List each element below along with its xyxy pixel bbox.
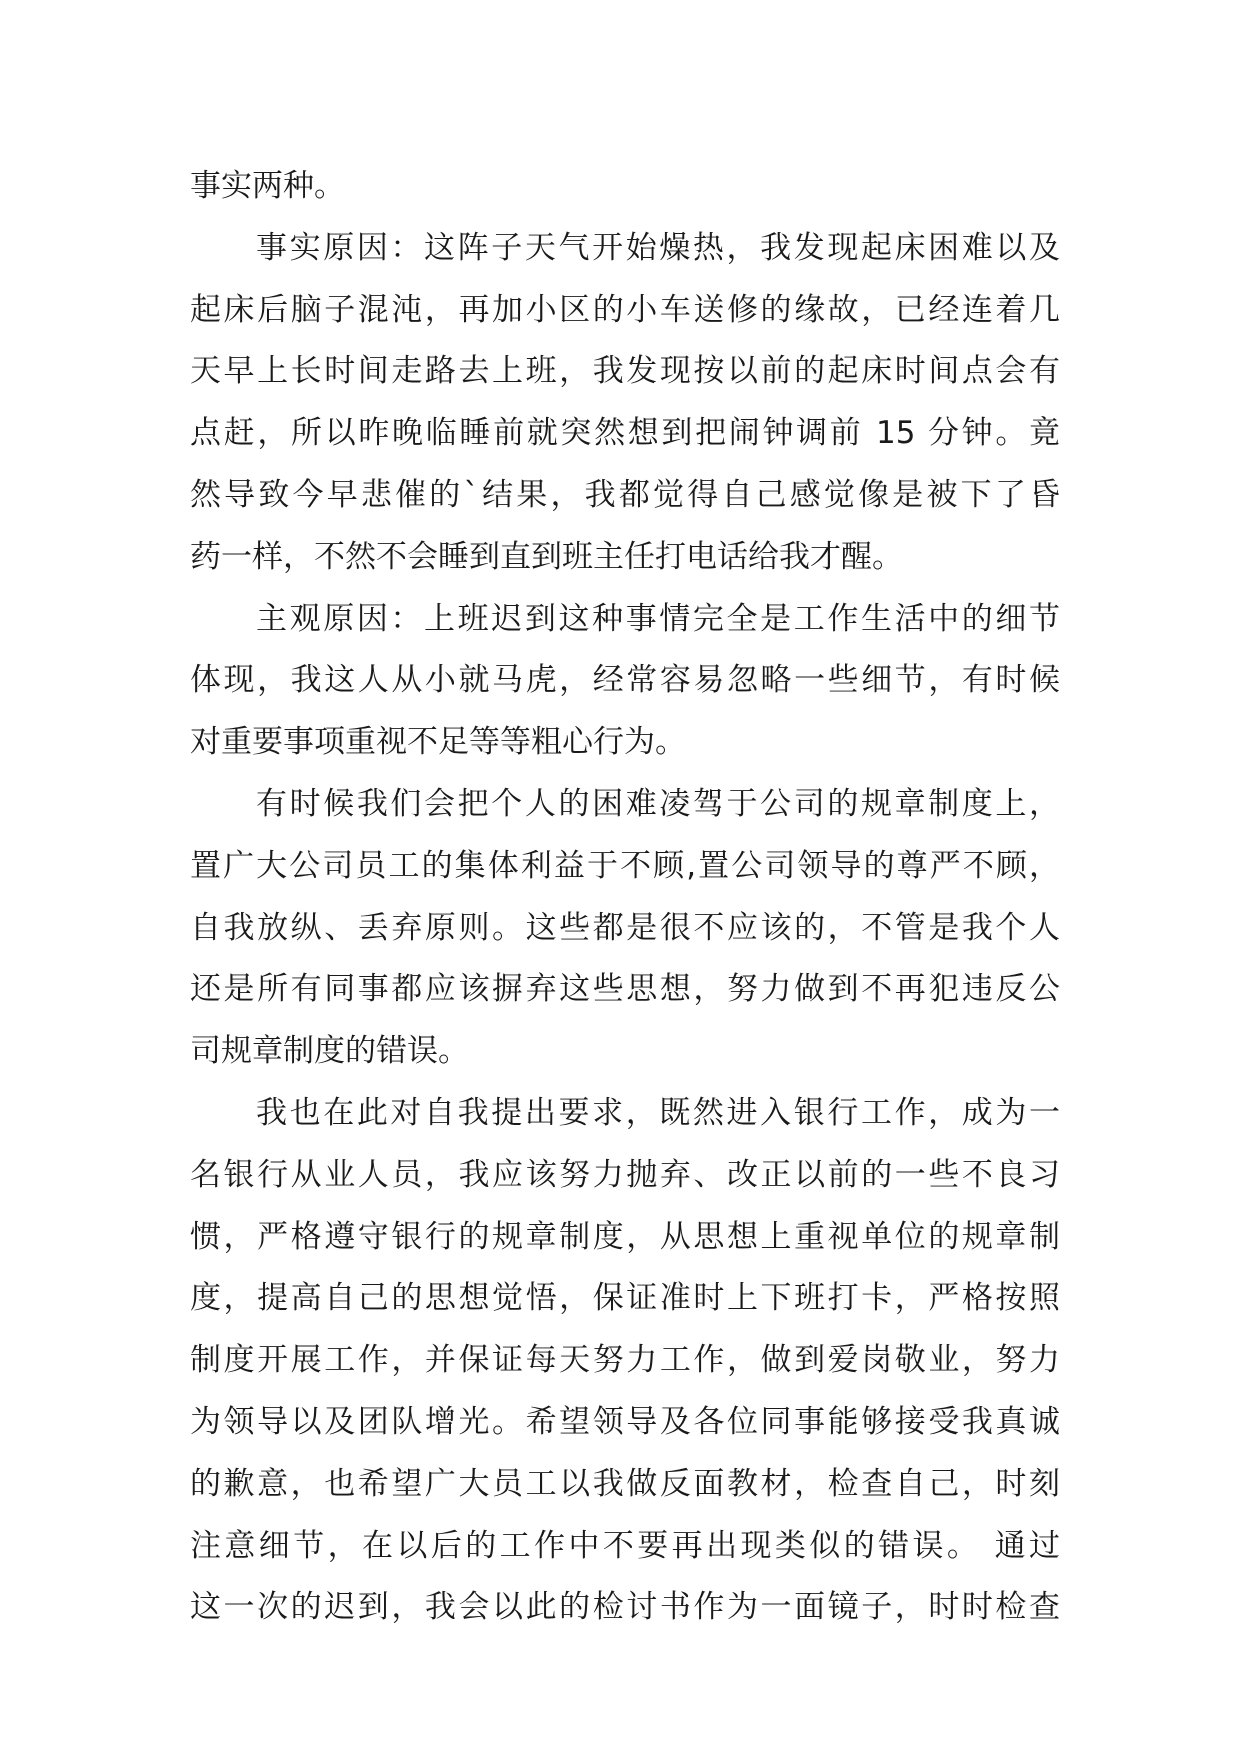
text-line: 有时候我们会把个人的困难凌驾于公司的规章制度上， xyxy=(256,785,1060,822)
paragraph-objective-reason xyxy=(190,218,1060,589)
paragraph-continuation xyxy=(190,156,1060,218)
text-line: 然导致今早悲催的`结果，我都觉得自己感觉像是被下了昏 xyxy=(190,476,1060,513)
text-line: 名银行从业人员，我应该努力抛弃、改正以前的一些不良习 xyxy=(190,1156,1060,1193)
text-line: 还是所有同事都应该摒弃这些思想，努力做到不再犯违反公 xyxy=(190,971,1060,1008)
text-line: 起床后脑子混沌，再加小区的小车送修的缘故，已经连着几 xyxy=(190,291,1060,328)
text-line: 为领导以及团队增光。希望领导及各位同事能够接受我真诚 xyxy=(190,1403,1060,1440)
text-line: 制度开展工作，并保证每天努力工作，做到爱岗敬业，努力 xyxy=(190,1342,1060,1379)
text-line: 事实原因：这阵子天气开始燥热，我发现起床困难以及 xyxy=(256,229,1060,266)
text-line: 司规章制度的错误。 xyxy=(190,1033,469,1070)
text-line: 的歉意，也希望广大员工以我做反面教材，检查自己，时刻 xyxy=(190,1465,1060,1502)
text-line: 主观原因：上班迟到这种事情完全是工作生活中的细节 xyxy=(256,600,1060,637)
paragraph-subjective-reason xyxy=(190,589,1060,774)
text-line: 天早上长时间走路去上班，我发现按以前的起床时间点会有 xyxy=(190,353,1060,390)
text-line: 度，提高自己的思想觉悟，保证准时上下班打卡，严格按照 xyxy=(190,1280,1060,1317)
text-line: 自我放纵、丢弃原则。这些都是很不应该的，不管是我个人 xyxy=(190,909,1060,946)
text-line: 置广大公司员工的集体利益于不顾,置公司领导的尊严不顾， xyxy=(190,847,1060,884)
text-line: 这一次的迟到，我会以此的检讨书作为一面镜子，时时检查 xyxy=(190,1589,1060,1626)
text-line: 事实两种。 xyxy=(190,168,345,204)
text-line: 注意细节，在以后的工作中不要再出现类似的错误。 通过 xyxy=(190,1527,1060,1564)
text-line: 体现，我这人从小就马虎，经常容易忽略一些细节，有时候 xyxy=(190,662,1060,699)
text-line: 对重要事项重视不足等等粗心行为。 xyxy=(190,724,686,761)
document-body xyxy=(190,156,1060,1639)
text-line: 点赶，所以昨晚临睡前就突然想到把闹钟调前 15 分钟。竟 xyxy=(190,415,1060,452)
paragraph-commitment xyxy=(190,1083,1060,1639)
text-line: 药一样，不然不会睡到直到班主任打电话给我才醒。 xyxy=(190,538,903,575)
paragraph-reflection xyxy=(190,774,1060,1083)
text-line: 惯，严格遵守银行的规章制度，从思想上重视单位的规章制 xyxy=(190,1218,1060,1255)
text-line: 我也在此对自我提出要求，既然进入银行工作，成为一 xyxy=(256,1094,1060,1131)
